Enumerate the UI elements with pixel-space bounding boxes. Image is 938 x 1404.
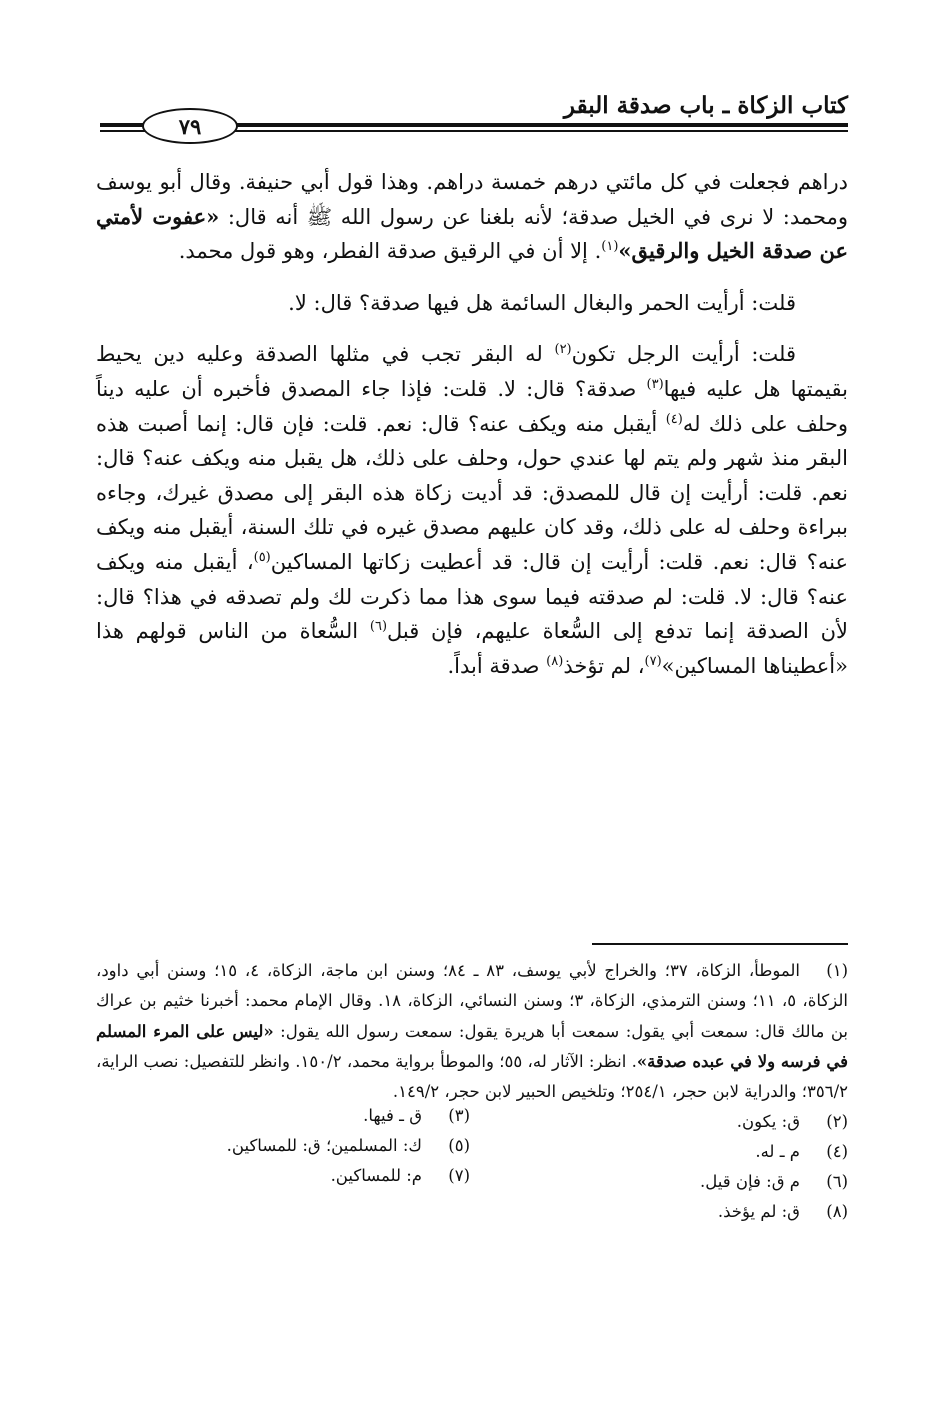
footnote-ref-6[interactable]: (٦) (369, 619, 388, 635)
footnote-5 (227, 1131, 470, 1161)
footnote-2-number: (٢) (826, 1112, 848, 1132)
footnote-1 (96, 956, 848, 1107)
footnote-3-text: ق ـ فيها. (363, 1106, 422, 1126)
footnote-6-number: (٦) (826, 1172, 848, 1192)
footnote-4 (755, 1137, 848, 1167)
footnote-8-number: (٨) (826, 1202, 848, 1222)
footnote-1-text-2: . انظر: الآثار له، ٥٥؛ والموطأ برواية محمد، ١٥٠/٢. وانظر للتفصيل: نصب الراية، ٣٥٦/٢؛ والدراية لابن حجر، ٢٥٤/١؛ وتلخيص الحبير لابن حجر، ١٤٩/٢. (96, 1051, 848, 1102)
footnote-3-number: (٣) (448, 1106, 470, 1126)
footnote-7-text: م: للمساكين. (330, 1166, 422, 1186)
p3-text-4: أيقبل منه ويكف عنه؟ قال: نعم. قلت: فإن قال: إنما أصبت هذه البقر منذ شهر ولم يتم لها عندي حول، وحلف على ذلك، هل يقبل منه ويكف عنه؟ قال: نعم. قلت: أرأيت إن قال للمصدق: قد أديت زكاة هذه البقر إلى مصدق غيرك، وجاءه ببراءة وحلف له على ذلك، وقد كان عليهم مصدق غيره في تلك السنة، أيقبل منه ويكف عنه؟ قال: نعم. قلت: أرأيت إن قال: قد أعطيت زكاتها المساكين (96, 411, 849, 574)
footnote-8-text: ق: لم يؤخذ. (717, 1202, 800, 1222)
p2-text-1: قلت: أرأيت الحمر والبغال السائمة هل فيها صدقة؟ قال: لا. (288, 290, 796, 315)
footnote-6-text: م ق: فإن قيل. (700, 1172, 800, 1192)
short-footnotes (96, 1107, 848, 1293)
footnote-1-text-1: الموطأ، الزكاة، ٣٧؛ والخراج لأبي يوسف، ٨٣ ـ ٨٤؛ وسنن ابن ماجة، الزكاة، ٤، ١٥؛ وسنن أبي داود، الزكاة، ٥، ١١؛ وسنن الترمذي، الزكاة، ٣؛ وسنن النسائي، الزكاة، ١٨. وقال الإمام محمد: أخبرنا خثيم بن عراك بن مالك قال: سمعت أبي يقول: سمعت أبا هريرة يقول: سمعت رسول الله يقول: (96, 961, 848, 1041)
footnote-1-number: (١) (826, 961, 849, 980)
paragraph-1 (96, 165, 848, 269)
footnote-3 (363, 1101, 470, 1131)
header-rule-thick (232, 123, 848, 127)
p1-text-1: دراهم فجعلت في كل مائتي درهم خمسة دراهم. وهذا قول أبي حنيفة. وقال أبو يوسف ومحمد: لا نرى في الخيل صدقة؛ لأنه بلغنا عن رسول الله ﷺ أنه قال: (96, 170, 848, 229)
p3-text-2: له البقر تجب في مثلها الصدقة وعليه دين يحيط بقيمتها هل عليه فيها (96, 342, 848, 401)
p3-text-8: صدقة أبداً. (447, 653, 547, 678)
footnote-ref-7[interactable]: (٧) (644, 653, 662, 669)
p1-hadith-quote: «عفوت لأمتي عن صدقة الخيل والرقيق» (96, 203, 848, 264)
footnote-ref-5[interactable]: (٥) (253, 549, 271, 565)
footnote-2 (737, 1107, 848, 1137)
p3-text-5: ، أيقبل منه ويكف عنه؟ قال: لا. قلت: لم صدقته فيما سوى هذا مما ذكرت لك ولم تصدقه في هذا؟ قال: لأن الصدقة إنما تدفع إلى السُّعاة عليهم، فإن قبل (96, 549, 848, 644)
footnote-6 (700, 1167, 848, 1197)
footnote-ref-8[interactable]: (٨) (546, 653, 564, 669)
footnote-7-number: (٧) (448, 1166, 470, 1186)
p1-text-2: . إلا أن في الرقيق صدقة الفطر، وهو قول محمد. (178, 239, 602, 264)
footnote-4-text: م ـ له. (755, 1142, 800, 1162)
p3-text-7: ، لم تؤخذ (563, 653, 645, 678)
footnote-ref-4[interactable]: (٤) (665, 411, 683, 427)
footnote-7 (331, 1161, 470, 1191)
footnote-ref-2[interactable]: (٢) (554, 342, 572, 358)
footnote-separator (592, 943, 848, 945)
p3-text-1: قلت: أرأيت الرجل تكون (571, 342, 797, 367)
page-number-badge (142, 108, 238, 144)
footnote-8 (718, 1197, 848, 1227)
footnote-2-text: ق: يكون. (736, 1112, 800, 1132)
footnotes (96, 956, 848, 1293)
paragraph-3 (96, 337, 848, 683)
main-text (96, 165, 848, 683)
page-number: ٧٩ (178, 113, 202, 139)
footnote-ref-3[interactable]: (٣) (646, 376, 664, 392)
footnote-5-text: ك: المسلمين؛ ق: للمساكين. (226, 1136, 422, 1156)
footnote-ref-1[interactable]: (١) (601, 239, 619, 255)
paragraph-2 (96, 286, 848, 321)
p3-text-3: صدقة؟ قال: لا. قلت: فإذا جاء المصدق فأخبره أن عليه ديناً وحلف على ذلك له (96, 376, 848, 436)
running-title: كتاب الزكاة ـ باب صدقة البقر (563, 92, 848, 119)
header-rule-thin (232, 130, 848, 132)
footnote-5-number: (٥) (448, 1136, 470, 1156)
footnote-1-hadith: «ليس على المرء المسلم في فرسه ولا في عبده صدقة» (96, 1021, 848, 1071)
footnote-4-number: (٤) (826, 1142, 848, 1162)
p3-text-6: السُّعاة من الناس قولهم هذا «أعطيناها المساكين» (96, 619, 848, 678)
